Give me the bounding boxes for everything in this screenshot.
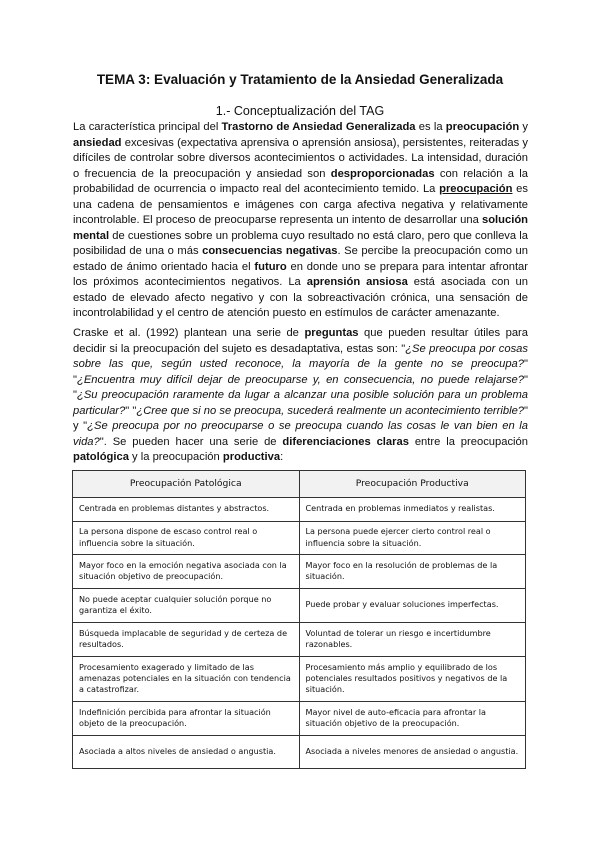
text-run: Trastorno de Ansiedad Generalizada <box>221 121 416 133</box>
cell-productive: Voluntad de tolerar un riesgo e incertidumbre razonables. <box>299 623 526 657</box>
text-run: ¿Cree que si no se preocupa, sucederá realmente un acontecimiento terrible? <box>136 404 525 417</box>
table-body <box>73 498 526 769</box>
text-run: diferenciaciones claras <box>282 435 409 448</box>
header-pathological: Preocupación Patológica <box>73 471 300 498</box>
text-run: en donde uno se prepara para intentar afrontar los próximos acontecimientos negativos. La <box>73 260 528 288</box>
text-run: ¿Se preocupa por cosas sobre las que, según usted reconoce, la mayoría de la gente no se preocupa? <box>73 342 529 370</box>
cell-productive: Asociada a niveles menores de ansiedad o angustia. <box>299 736 526 769</box>
text-run: . Se percibe la preocupación como un estado de ánimo orientado hacia el <box>73 245 528 273</box>
table-row <box>73 657 526 702</box>
header-productive: Preocupación Productiva <box>299 471 526 498</box>
text-run: " " <box>73 358 528 386</box>
cell-pathological: No puede aceptar cualquier solución porque no garantiza el éxito. <box>73 589 300 623</box>
text-run: es una cadena de pensamientos e imágenes con carga afectiva negativa y relativamente incontrolable. El proceso de preocuparse representa un intento de desarrollar una <box>73 183 528 226</box>
text-run: preocupación <box>439 183 513 195</box>
section-heading: 1.- Conceptualización del TAG <box>215 104 385 118</box>
text-run: Craske et al. (1992) plantean una serie de <box>73 327 305 339</box>
cell-productive: La persona puede ejercer cierto control real o influencia sobre la situación. <box>299 522 526 555</box>
text-run: solución mental <box>73 214 528 242</box>
cell-productive: Mayor foco en la resolución de problemas de la situación. <box>299 555 526 589</box>
cell-pathological: Asociada a altos niveles de ansiedad o angustia. <box>73 736 300 769</box>
text-run: consecuencias negativas <box>202 245 338 257</box>
text-run: preguntas <box>304 327 359 339</box>
cell-productive: Procesamiento más amplio y equilibrado de los potenciales resultados positivos y negativos de la situación. <box>299 657 526 702</box>
table-header-row <box>73 471 526 498</box>
table-row <box>73 623 526 657</box>
text-run: de cuestiones sobre un problema cuyo resultado no está claro, pero que conlleva la posibilidad de una o más <box>73 229 528 257</box>
document-title: TEMA 3: Evaluación y Tratamiento de la Ansiedad Generalizada <box>96 72 504 87</box>
text-run: y la preocupación <box>128 451 223 463</box>
text-run: preocupación <box>445 121 520 133</box>
text-run: futuro <box>254 260 287 273</box>
text-run: patológica <box>73 451 129 463</box>
text-run: " " <box>73 373 528 401</box>
cell-pathological: Procesamiento exagerado y limitado de las amenazas potenciales en la situación con tendencia a catastrofizar. <box>73 657 300 702</box>
table-row <box>73 498 526 522</box>
text-run: ¿Encuentra muy difícil dejar de preocuparse y, en consecuencia, no puede relajarse? <box>76 373 525 386</box>
text-run: " y " <box>73 404 528 432</box>
table-row <box>73 702 526 736</box>
text-run: con relación a la probabilidad de ocurrencia o impacto real del acontecimiento temido. La <box>73 167 528 195</box>
text-run: y <box>519 121 528 133</box>
text-run: entre la preocupación <box>408 435 528 448</box>
paragraph-conceptualization <box>73 120 528 322</box>
text-run: ¿Se preocupa por no preocuparse o se preocupa cuando las cosas le van bien en la vida? <box>73 420 528 448</box>
cell-pathological: La persona dispone de escaso control real o influencia sobre la situación. <box>73 522 300 555</box>
text-run: : <box>280 451 284 463</box>
comparison-table <box>72 470 526 769</box>
cell-pathological: Mayor foco en la emoción negativa asociada con la situación objetivo de preocupación. <box>73 555 300 589</box>
table-row <box>73 555 526 589</box>
cell-productive: Puede probar y evaluar soluciones imperfectas. <box>299 589 526 623</box>
cell-productive: Centrada en problemas inmediatos y realistas. <box>299 498 526 522</box>
text-run: es la <box>415 121 446 133</box>
paragraph-craske-questions <box>73 326 528 466</box>
text-run: está asociada con un estado de elevado afecto negativo y con la sobreactivación crónica, una sensación de incontrolabilidad y el centro de atención puesto en estímulos de carácter amenazante. <box>73 276 528 319</box>
text-run: ". Se pueden hacer una serie de <box>99 435 283 448</box>
text-run: excesivas (expectativa aprensiva o aprensión ansiosa), persistentes, reiteradas y difíciles de controlar sobre diversos acontecimientos o actividades. La intensidad, duración o frecuencia de la preocupación y ansiedad son <box>73 136 528 180</box>
table-row <box>73 522 526 555</box>
text-run: aprensión ansiosa <box>306 276 408 288</box>
text-run: " " <box>125 404 137 417</box>
text-run: ansiedad <box>73 136 122 149</box>
text-run: desproporcionadas <box>330 167 435 180</box>
cell-pathological: Búsqueda implacable de seguridad y de certeza de resultados. <box>73 623 300 657</box>
table-row <box>73 589 526 623</box>
text-run: que pueden resultar útiles para decidir si la preocupación del sujeto es desadaptativa, estas son: " <box>73 327 528 355</box>
text-run: La característica principal del <box>73 121 222 133</box>
text-run: ¿Su preocupación raramente da lugar a alcanzar una posible solución para un problema particular? <box>73 389 528 417</box>
cell-productive: Mayor nivel de auto-eficacia para afrontar la situación objetivo de la preocupación. <box>299 702 526 736</box>
text-run: productiva <box>222 451 281 463</box>
cell-pathological: Indefinición percibida para afrontar la situación objeto de la preocupación. <box>73 702 300 736</box>
cell-pathological: Centrada en problemas distantes y abstractos. <box>73 498 300 522</box>
table-row <box>73 736 526 769</box>
